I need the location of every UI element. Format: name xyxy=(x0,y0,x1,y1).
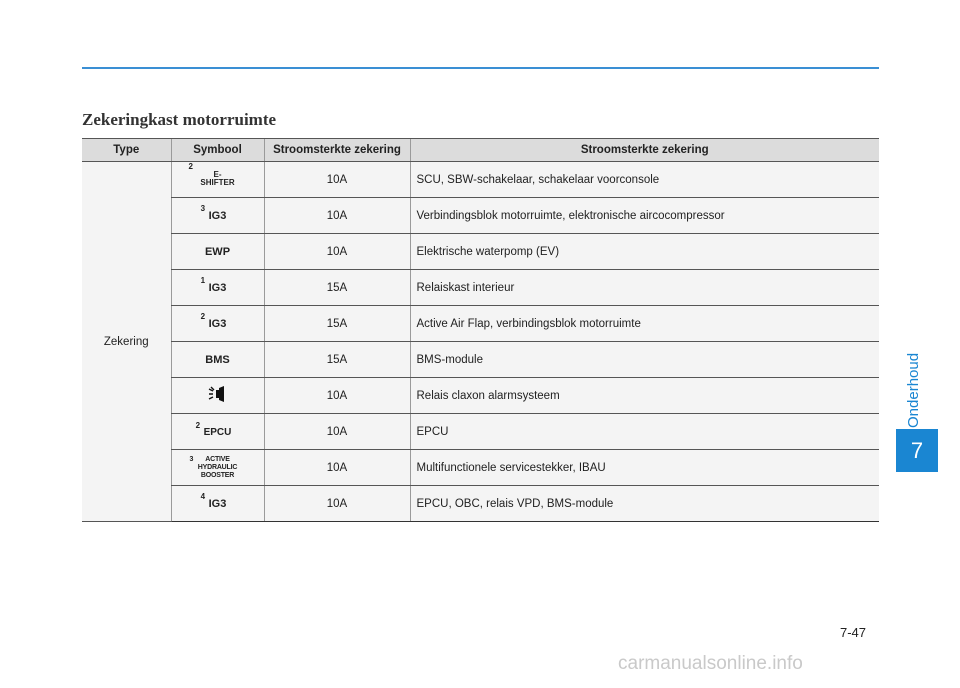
symbol-cell xyxy=(171,342,264,378)
fuse-symbol: 2 IG3 xyxy=(200,311,227,330)
chapter-tab: 7 xyxy=(896,429,938,472)
desc-cell: Active Air Flap, verbindingsblok motorruimte xyxy=(410,306,879,342)
header-type: Type xyxy=(82,139,171,162)
amp-cell: 10A xyxy=(264,486,410,522)
fuse-symbol: 3 ACTIVE HYDRAULIC BOOSTER xyxy=(189,455,238,479)
desc-cell: Multifunctionele servicestekker, IBAU xyxy=(410,450,879,486)
table-row xyxy=(82,450,879,486)
desc-cell: Relais claxon alarmsysteem xyxy=(410,378,879,414)
desc-cell: BMS-module xyxy=(410,342,879,378)
table-row xyxy=(82,342,879,378)
symbol-cell xyxy=(171,378,264,414)
symbol-cell xyxy=(171,162,264,198)
table-header-row xyxy=(82,139,879,162)
fuse-symbol: BMS xyxy=(205,353,230,366)
symbol-cell xyxy=(171,486,264,522)
header-symbol: Symbool xyxy=(171,139,264,162)
amp-cell: 10A xyxy=(264,450,410,486)
fuse-symbol: 1 IG3 xyxy=(200,275,227,294)
amp-cell: 15A xyxy=(264,342,410,378)
chapter-side-label: Onderhoud xyxy=(905,352,922,428)
table-row xyxy=(82,234,879,270)
fuse-symbol: 2 E-SHIFTER xyxy=(188,162,235,187)
table-row xyxy=(82,486,879,522)
amp-cell: 10A xyxy=(264,378,410,414)
fuse-symbol: 2 EPCU xyxy=(195,420,232,438)
amp-cell: 10A xyxy=(264,414,410,450)
top-rule xyxy=(82,67,879,69)
fuse-symbol: 4 IG3 xyxy=(200,491,227,510)
table-row xyxy=(82,378,879,414)
table-row xyxy=(82,270,879,306)
desc-cell: Verbindingsblok motorruimte, elektronische aircocompressor xyxy=(410,198,879,234)
desc-cell: Relaiskast interieur xyxy=(410,270,879,306)
symbol-cell xyxy=(171,234,264,270)
table-row xyxy=(82,162,879,198)
desc-cell: SCU, SBW-schakelaar, schakelaar voorconsole xyxy=(410,162,879,198)
desc-cell: Elektrische waterpomp (EV) xyxy=(410,234,879,270)
type-cell: Zekering xyxy=(82,162,171,522)
table-row xyxy=(82,414,879,450)
desc-cell: EPCU, OBC, relais VPD, BMS-module xyxy=(410,486,879,522)
symbol-cell xyxy=(171,450,264,486)
amp-cell: 10A xyxy=(264,162,410,198)
fuse-symbol: EWP xyxy=(204,245,231,258)
amp-cell: 15A xyxy=(264,270,410,306)
fuse-symbol: 3 IG3 xyxy=(200,203,227,222)
table-row xyxy=(82,198,879,234)
desc-cell: EPCU xyxy=(410,414,879,450)
amp-cell: 10A xyxy=(264,234,410,270)
fuse-table xyxy=(82,138,879,522)
section-title: Zekeringkast motorruimte xyxy=(82,110,277,129)
header-description: Stroomsterkte zekering xyxy=(410,139,879,162)
page-number: 7-47 xyxy=(840,625,867,640)
header-amperage: Stroomsterkte zekering xyxy=(264,139,410,162)
symbol-cell xyxy=(171,270,264,306)
symbol-cell xyxy=(171,414,264,450)
amp-cell: 10A xyxy=(264,198,410,234)
amp-cell: 15A xyxy=(264,306,410,342)
symbol-cell xyxy=(171,198,264,234)
horn-icon xyxy=(207,385,229,403)
watermark: carmanualsonline.info xyxy=(618,653,803,674)
symbol-cell xyxy=(171,306,264,342)
table-row xyxy=(82,306,879,342)
